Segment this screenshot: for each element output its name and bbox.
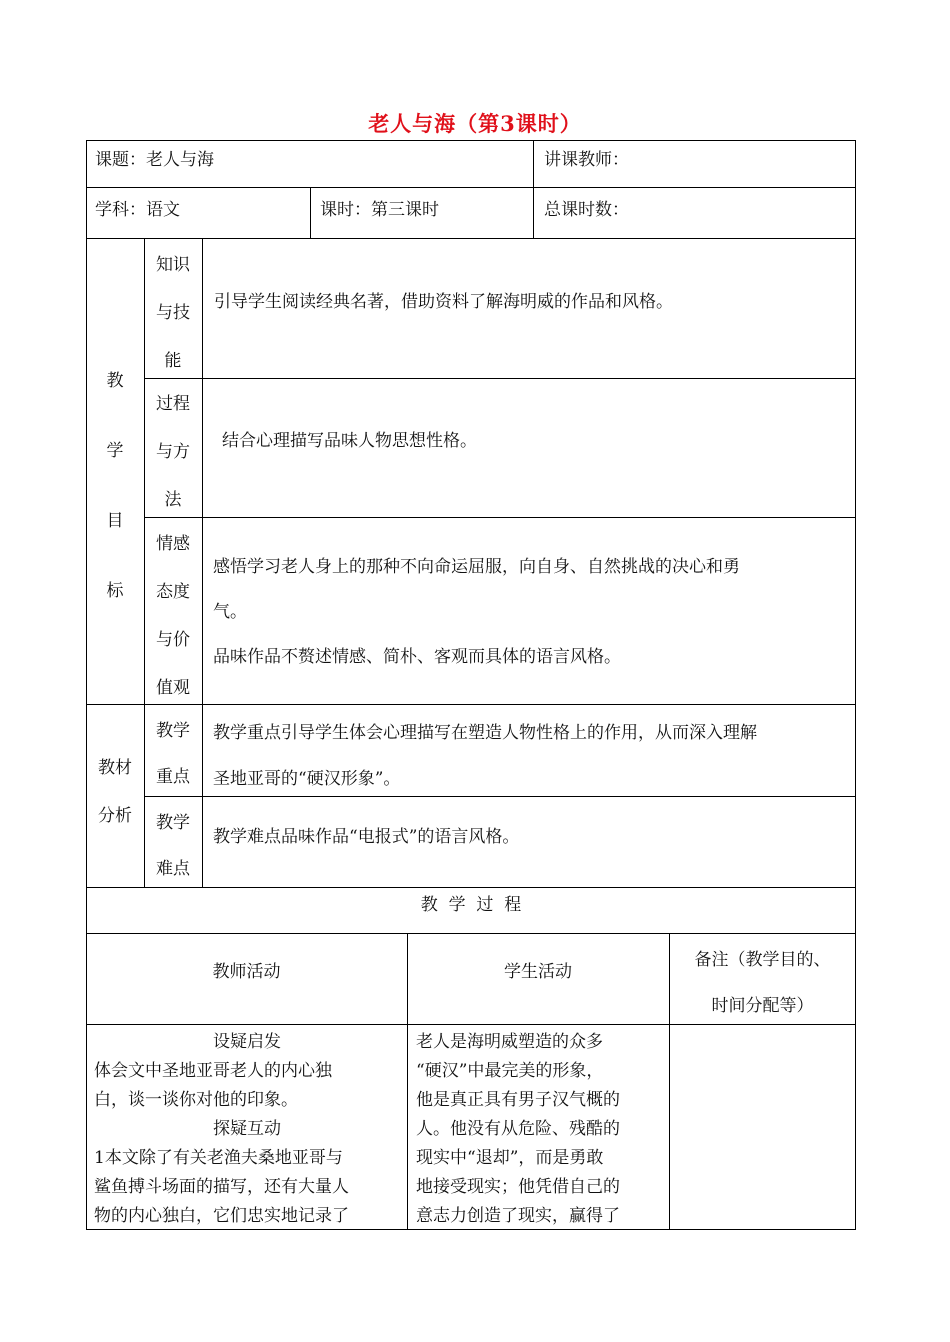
row-divider	[86, 187, 856, 188]
lesson-plan-table	[86, 140, 856, 1230]
process-heading: 教 学 过 程	[420, 895, 522, 915]
table-border-right	[855, 140, 856, 1230]
emotion-values-label: 情感 态度 与价 值观	[156, 534, 190, 698]
section-heading: 设疑启发	[213, 1032, 281, 1052]
page-title: 老人与海（第3课时）	[368, 111, 582, 136]
table-border-top	[86, 140, 856, 141]
teacher-activity-header: 教师活动	[212, 962, 281, 982]
col-divider	[310, 187, 311, 238]
notes-header: 备注（教学目的、 时间分配等）	[694, 950, 831, 1016]
teacher-activity-content: 设疑启发 体会文中圣地亚哥老人的内心独 白，谈一谈你对他的印象。 探疑互动 1本文除了有关老渔夫桑地亚哥与 鲨鱼搏斗场面的描写，还有大量人 物的内心独白，它们忠实地记录了	[94, 1028, 400, 1231]
topic-cell: 课题：老人与海	[95, 150, 214, 170]
total-periods-cell: 总课时数：	[544, 200, 629, 220]
period-cell: 课时：第三课时	[320, 200, 439, 220]
subject-cell: 学科：语文	[95, 200, 180, 220]
process-methods-content: 结合心理描写品味人物思想性格。	[222, 431, 477, 451]
row-divider	[144, 517, 856, 518]
key-points-label: 教学 重点	[156, 721, 190, 787]
table-border-left	[86, 140, 87, 1230]
key-points-content: 教学重点引导学生体会心理描写在塑造人物性格上的作用，从而深入理解 圣地亚哥的“硬汉形象”。	[213, 723, 757, 789]
teacher-cell: 讲课教师：	[544, 150, 629, 170]
col-divider	[533, 140, 534, 238]
section-heading: 探疑互动	[213, 1119, 281, 1139]
knowledge-skills-label: 知识 与技 能	[156, 255, 190, 371]
student-activity-content: 老人是海明威塑造的众多 “硬汉”中最完美的形象， 他是真正具有男子汉气概的 人。他没有从危险、残酷的 现实中“退却”，而是勇敢 地接受现实；他凭借自己的 意志力创造了现实，赢得了	[416, 1032, 620, 1226]
analysis-group-label: 教材 分析	[98, 758, 132, 826]
objectives-group-label: 教 学 目 标	[106, 371, 124, 601]
emotion-values-content: 感悟学习老人身上的那种不向命运屈服，向自身、自然挑战的决心和勇 气。 品味作品不赘述情感、简朴、客观而具体的语言风格。	[213, 557, 740, 667]
process-methods-label: 过程 与方 法	[156, 394, 190, 510]
difficult-points-label: 教学 难点	[156, 813, 190, 879]
row-divider	[86, 933, 856, 934]
row-divider	[144, 378, 856, 379]
difficult-points-content: 教学难点品味作品“电报式”的语言风格。	[213, 827, 520, 847]
knowledge-skills-content: 引导学生阅读经典名著，借助资料了解海明威的作品和风格。	[214, 292, 673, 312]
student-activity-header: 学生活动	[504, 962, 572, 982]
col-divider	[202, 238, 203, 887]
